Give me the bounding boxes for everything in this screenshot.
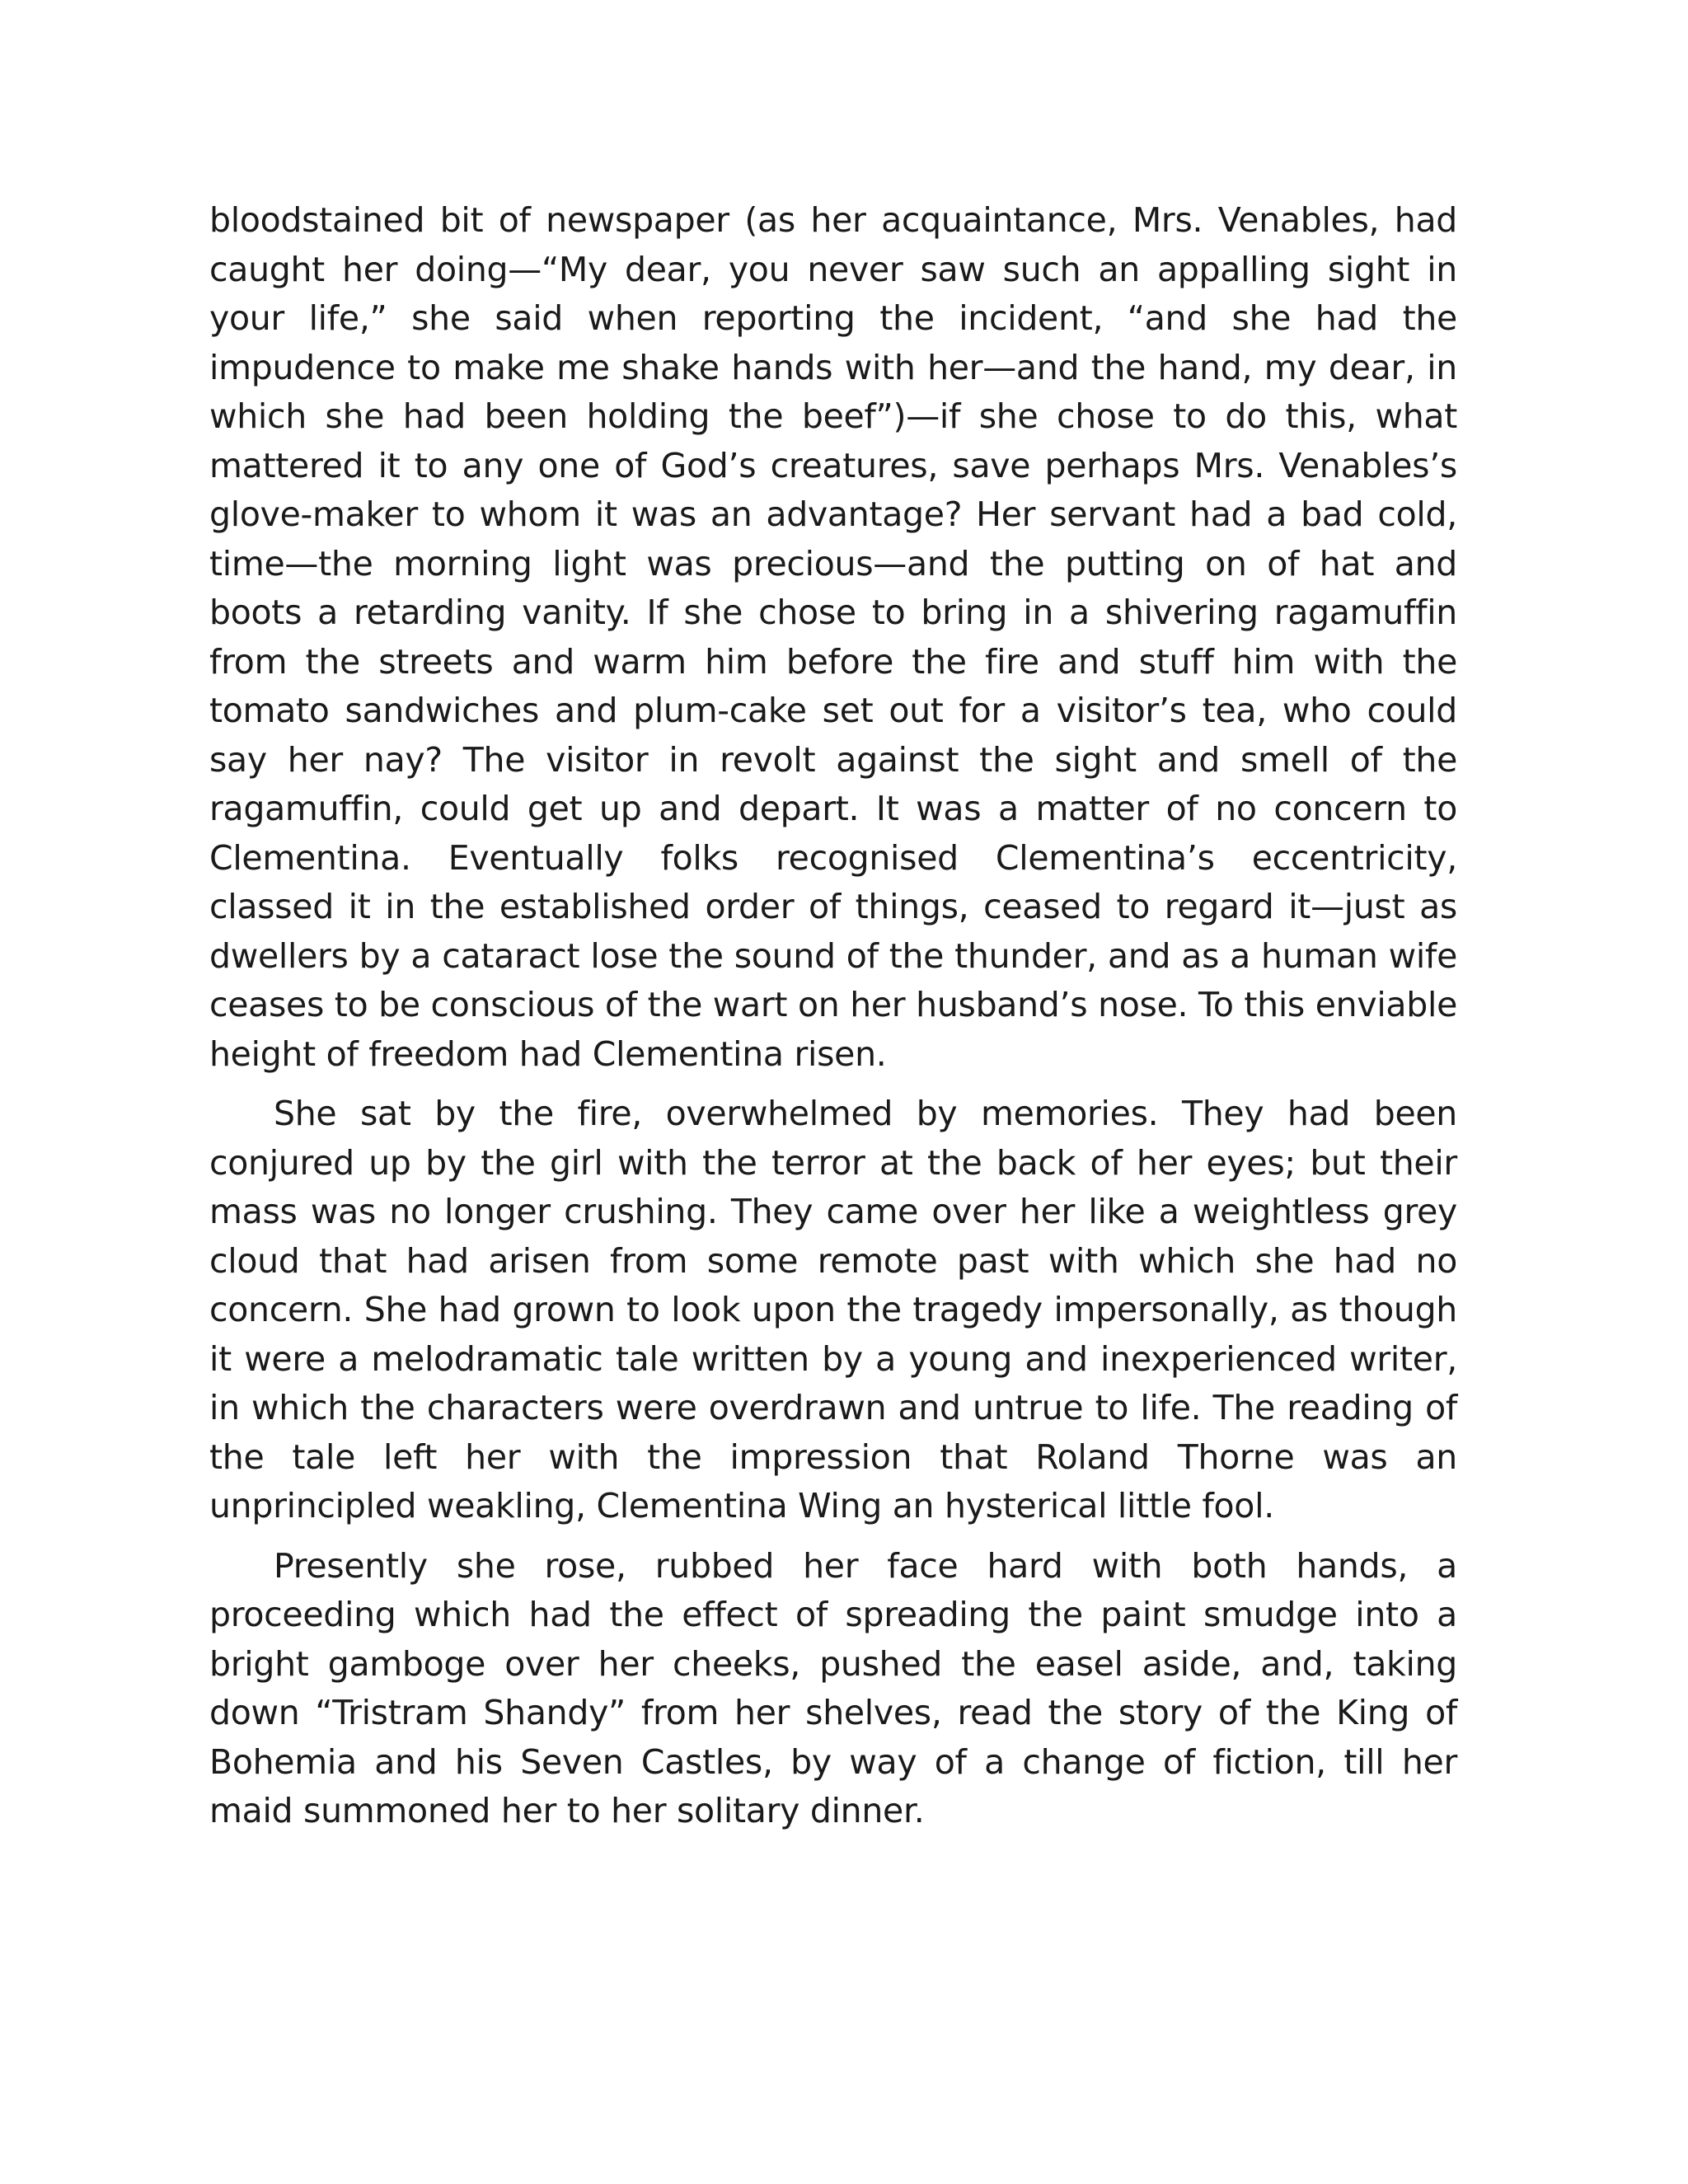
paragraph-1: bloodstained bit of newspaper (as her acquaintance, Mrs. Venables, had caught her doing—“My dear, you never saw such an appalling sight in your life,” she said when reporting the incident, “and she had the impudence to make me shake hands with her—and the hand, my dear, in which she had been holding the beef”)—if she chose to do this, what mattered it to any one of God’s creatures, save perhaps Mrs. Venables’s glove-maker to whom it was an advantage? Her servant had a bad cold, time—the morning light was precious—and the putting on of hat and boots a retarding vanity. If she chose to bring in a shivering ragamuffin from the streets and warm him before the fire and stuff him with the tomato sandwiches and plum-cake set out for a visitor’s tea, who could say her nay? The visitor in revolt against the sight and smell of the ragamuffin, could get up and depart. It was a matter of no concern to Clementina. Eventually folks recognised Clementina’s eccentricity, classed it in the established order of things, ceased to regard it—just as dwellers by a cataract lose the sound of the thunder, and as a human wife ceases to be conscious of the wart on her husband’s nose. To this enviable height of freedom had Clementina risen.: [209, 200, 1457, 1074]
page-body: [209, 196, 1457, 1836]
paragraph-2: She sat by the fire, overwhelmed by memories. They had been conjured up by the girl with the terror at the back of her eyes; but their mass was no longer crushing. They came over her like a weightless grey cloud that had arisen from some remote past with which she had no concern. She had grown to look upon the tragedy impersonally, as though it were a melodramatic tale written by a young and inexperienced writer, in which the characters were overdrawn and untrue to life. The reading of the tale left her with the impression that Roland Thorne was an unprincipled weakling, Clementina Wing an hysterical little fool.: [209, 1094, 1457, 1526]
paragraph-3: Presently she rose, rubbed her face hard with both hands, a proceeding which had the effect of spreading the paint smudge into a bright gamboge over her cheeks, pushed the easel aside, and, taking down “Tristram Shandy” from her shelves, read the story of the King of Bohemia and his Seven Castles, by way of a change of fiction, till her maid summoned her to her solitary dinner.: [209, 1545, 1457, 1830]
